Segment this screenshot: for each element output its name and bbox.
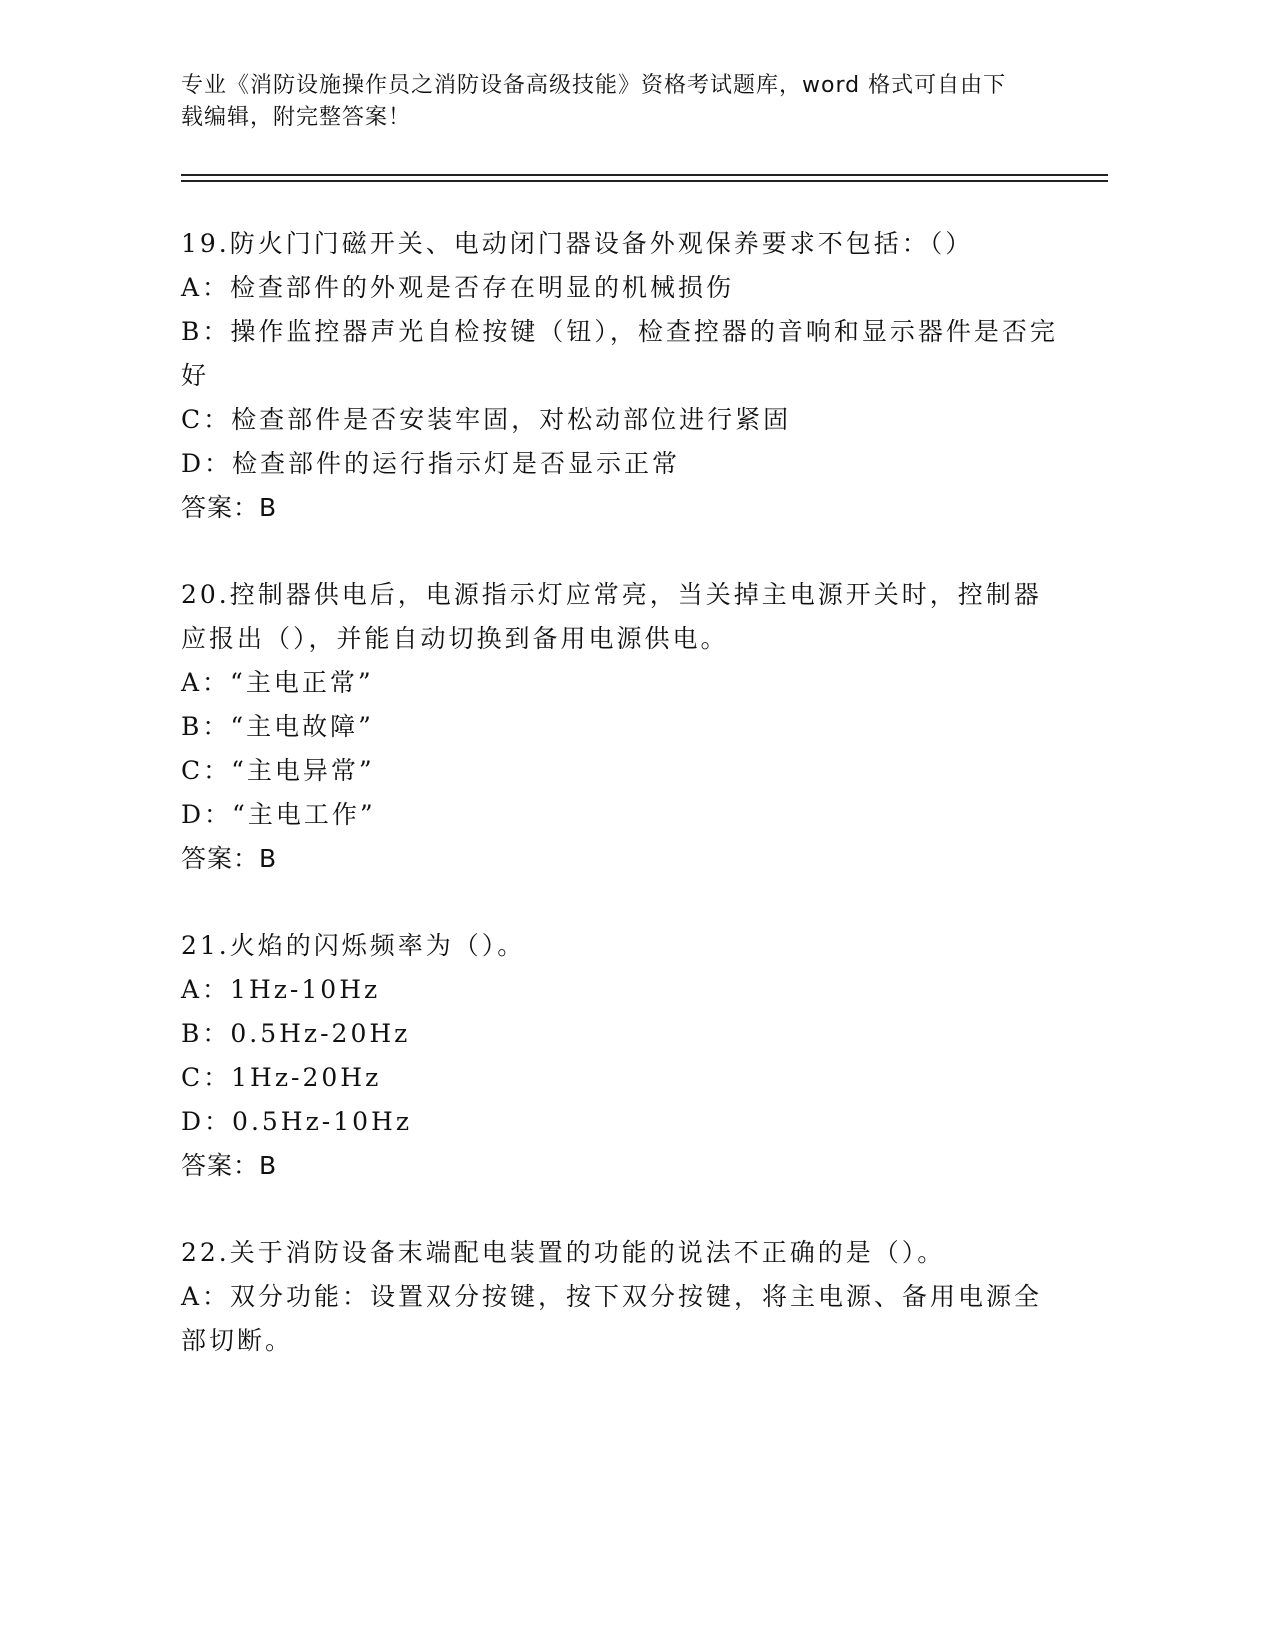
option-a: A：“主电正常”	[181, 668, 374, 697]
question-list	[181, 222, 1061, 1406]
option-c: C：“主电异常”	[181, 756, 375, 785]
option-d: D：检查部件的运行指示灯是否显示正常	[181, 449, 681, 478]
question-20	[181, 573, 1061, 881]
answer-value: B	[259, 493, 278, 522]
question-stem: 20.控制器供电后，电源指示灯应常亮，当关掉主电源开关时，控制器应报出（），并能自动切换到备用电源供电。	[181, 580, 1042, 653]
answer-line	[181, 837, 1061, 881]
question-stem: 22.关于消防设备末端配电装置的功能的说法不正确的是（）。	[181, 1238, 946, 1267]
option-d: D：“主电工作”	[181, 800, 376, 829]
option-a: A：检查部件的外观是否存在明显的机械损伤	[181, 273, 735, 302]
answer-line	[181, 1144, 1061, 1188]
option-b: B：“主电故障”	[181, 712, 374, 741]
question-19	[181, 222, 1061, 530]
question-stem: 19.防火门门磁开关、电动闭门器设备外观保养要求不包括：（）	[181, 229, 974, 258]
answer-value: B	[259, 1151, 278, 1180]
option-a: A：双分功能：设置双分按键，按下双分按键，将主电源、备用电源全部切断。	[181, 1282, 1043, 1355]
answer-line	[181, 486, 1061, 530]
question-stem: 21.火焰的闪烁频率为（）。	[181, 931, 526, 960]
answer-value: B	[259, 844, 278, 873]
question-22	[181, 1231, 1061, 1363]
option-a: A：1Hz-10Hz	[181, 975, 381, 1004]
answer-label: 答案：	[181, 493, 260, 522]
header-rule-top	[181, 174, 1108, 176]
header-line-1: 专业《消防设施操作员之消防设备高级技能》资格考试题库，word 格式可自由下	[181, 73, 1007, 98]
header-rule-bottom	[181, 180, 1108, 182]
answer-label: 答案：	[181, 844, 260, 873]
option-b: B：操作监控器声光自检按键（钮），检查控器的音响和显示器件是否完好	[181, 317, 1058, 390]
option-b: B：0.5Hz-20Hz	[181, 1019, 411, 1048]
question-21	[181, 924, 1061, 1188]
document-header	[181, 70, 1041, 134]
answer-label: 答案：	[181, 1151, 260, 1180]
header-line-2: 载编辑，附完整答案！	[181, 105, 412, 130]
option-c: C：1Hz-20Hz	[181, 1063, 382, 1092]
option-c: C：检查部件是否安装牢固，对松动部位进行紧固	[181, 405, 792, 434]
option-d: D：0.5Hz-10Hz	[181, 1107, 413, 1136]
